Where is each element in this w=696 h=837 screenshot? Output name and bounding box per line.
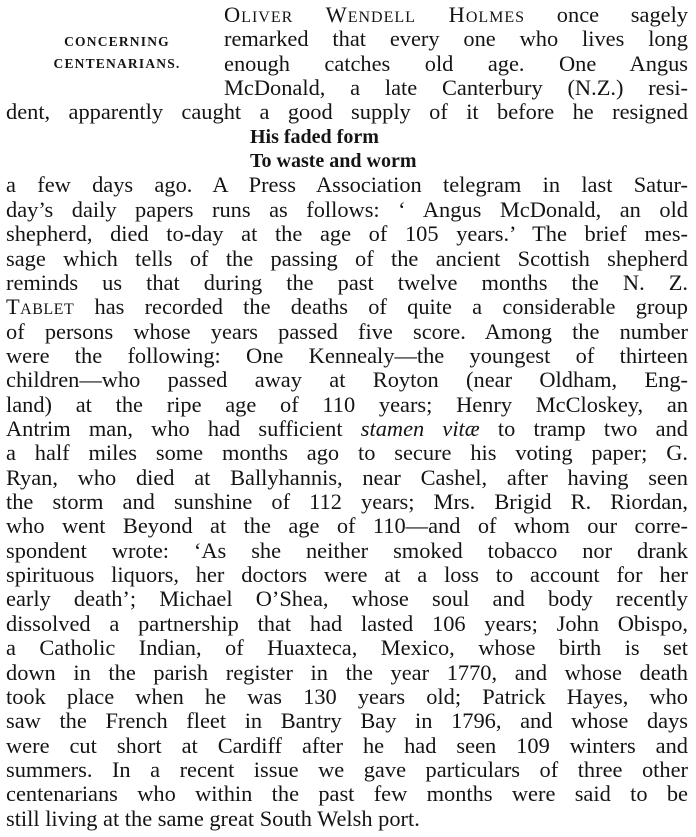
tablet-name: Tablet [6, 294, 75, 320]
body-line-4: sage which tells of the passing of the ancient Scottish shepherd [6, 245, 688, 271]
body-line-11 [6, 417, 688, 441]
body-line-6 [6, 295, 688, 319]
side-heading-line-1: CONCERNING [64, 34, 170, 50]
body-line-17: spirituous liquors, her doctors were at a loss to account for her [6, 562, 688, 588]
body-line-1: a few days ago. A Press Association telegram in last Satur- [6, 172, 688, 198]
side-heading-line-2: CENTENARIANS. [53, 56, 181, 72]
body-line-13: Ryan, who died at Ballyhannis, near Cashel, after having seen [6, 464, 688, 490]
body-line-15: who went Beyond at the age of 110—and of whom our corre- [6, 513, 688, 539]
body-line-10: land) at the ripe age of 110 years; Henry McCloskey, an [6, 391, 688, 417]
body-line-24: were cut short at Cardiff after he had seen 109 winters and [6, 732, 688, 758]
body-line-11-a: Antrim man, who had sufficient [6, 416, 343, 441]
body-line-18: early death’; Michael O’Shea, whose soul and body recently [6, 586, 688, 612]
intro-line-5: dent, apparently caught a good supply of it before he resigned [6, 99, 688, 125]
body-line-27: still living at the same great South Welsh port. [6, 805, 420, 831]
body-line-5: reminds us that during the past twelve months the N. Z. [6, 269, 688, 295]
body-line-21: down in the parish register in the year 1770, and whose death [6, 659, 688, 685]
body-line-23: saw the French fleet in Bantry Bay in 1796, and whose days [6, 708, 688, 734]
body-line-8: were the following: One Kennealy—the youngest of thirteen [6, 342, 688, 368]
body-line-2: day’s daily papers runs as follows: ‘ Angus McDonald, an old [6, 196, 688, 222]
body-line-16: spondent wrote: ‘As she neither smoked tobacco nor drank [6, 537, 688, 563]
body-line-12: a half miles some months ago to secure his voting paper; G. [6, 440, 688, 466]
body-line-9: children—who passed away at Royton (near Oldham, Eng- [6, 367, 688, 393]
body-line-7: of persons whose years passed five score. Among the number [6, 318, 688, 344]
body-line-22: took place when he was 130 years old; Patrick Hayes, who [6, 683, 688, 709]
body-line-26: centenarians who within the past few months were said to be [6, 781, 688, 807]
body-line-19: dissolved a partnership that had lasted 106 years; John Obispo, [6, 610, 688, 636]
intro-line-2: remarked that every one who lives long [224, 26, 688, 52]
verse-line-2: To waste and worm [250, 150, 417, 173]
intro-line-3: enough catches old age. One Angus [224, 50, 688, 76]
body-line-11-b: to tramp two and [497, 416, 688, 441]
body-line-14: the storm and sunshine of 112 years; Mrs. Brigid R. Riordan, [6, 489, 688, 515]
verse-line-1: His faded form [250, 125, 379, 148]
intro-line-1 [224, 3, 688, 27]
body-line-20: a Catholic Indian, of Huaxteca, Mexico, whose birth is set [6, 635, 688, 661]
body-line-6-rest: has recorded the deaths of quite a considerable group [94, 294, 688, 320]
side-heading [32, 31, 202, 75]
intro-line-1-rest: once sagely [556, 2, 688, 27]
body-line-3: shepherd, died to-day at the age of 105 years.’ The brief mes- [6, 221, 688, 247]
latin-phrase: stamen vitæ [360, 416, 480, 441]
body-line-25: summers. In a recent issue we gave particulars of three other [6, 756, 688, 782]
intro-line-4: McDonald, a late Canterbury (N.Z.) resi- [224, 75, 688, 101]
lead-name: Oliver Wendell Holmes [224, 2, 526, 27]
